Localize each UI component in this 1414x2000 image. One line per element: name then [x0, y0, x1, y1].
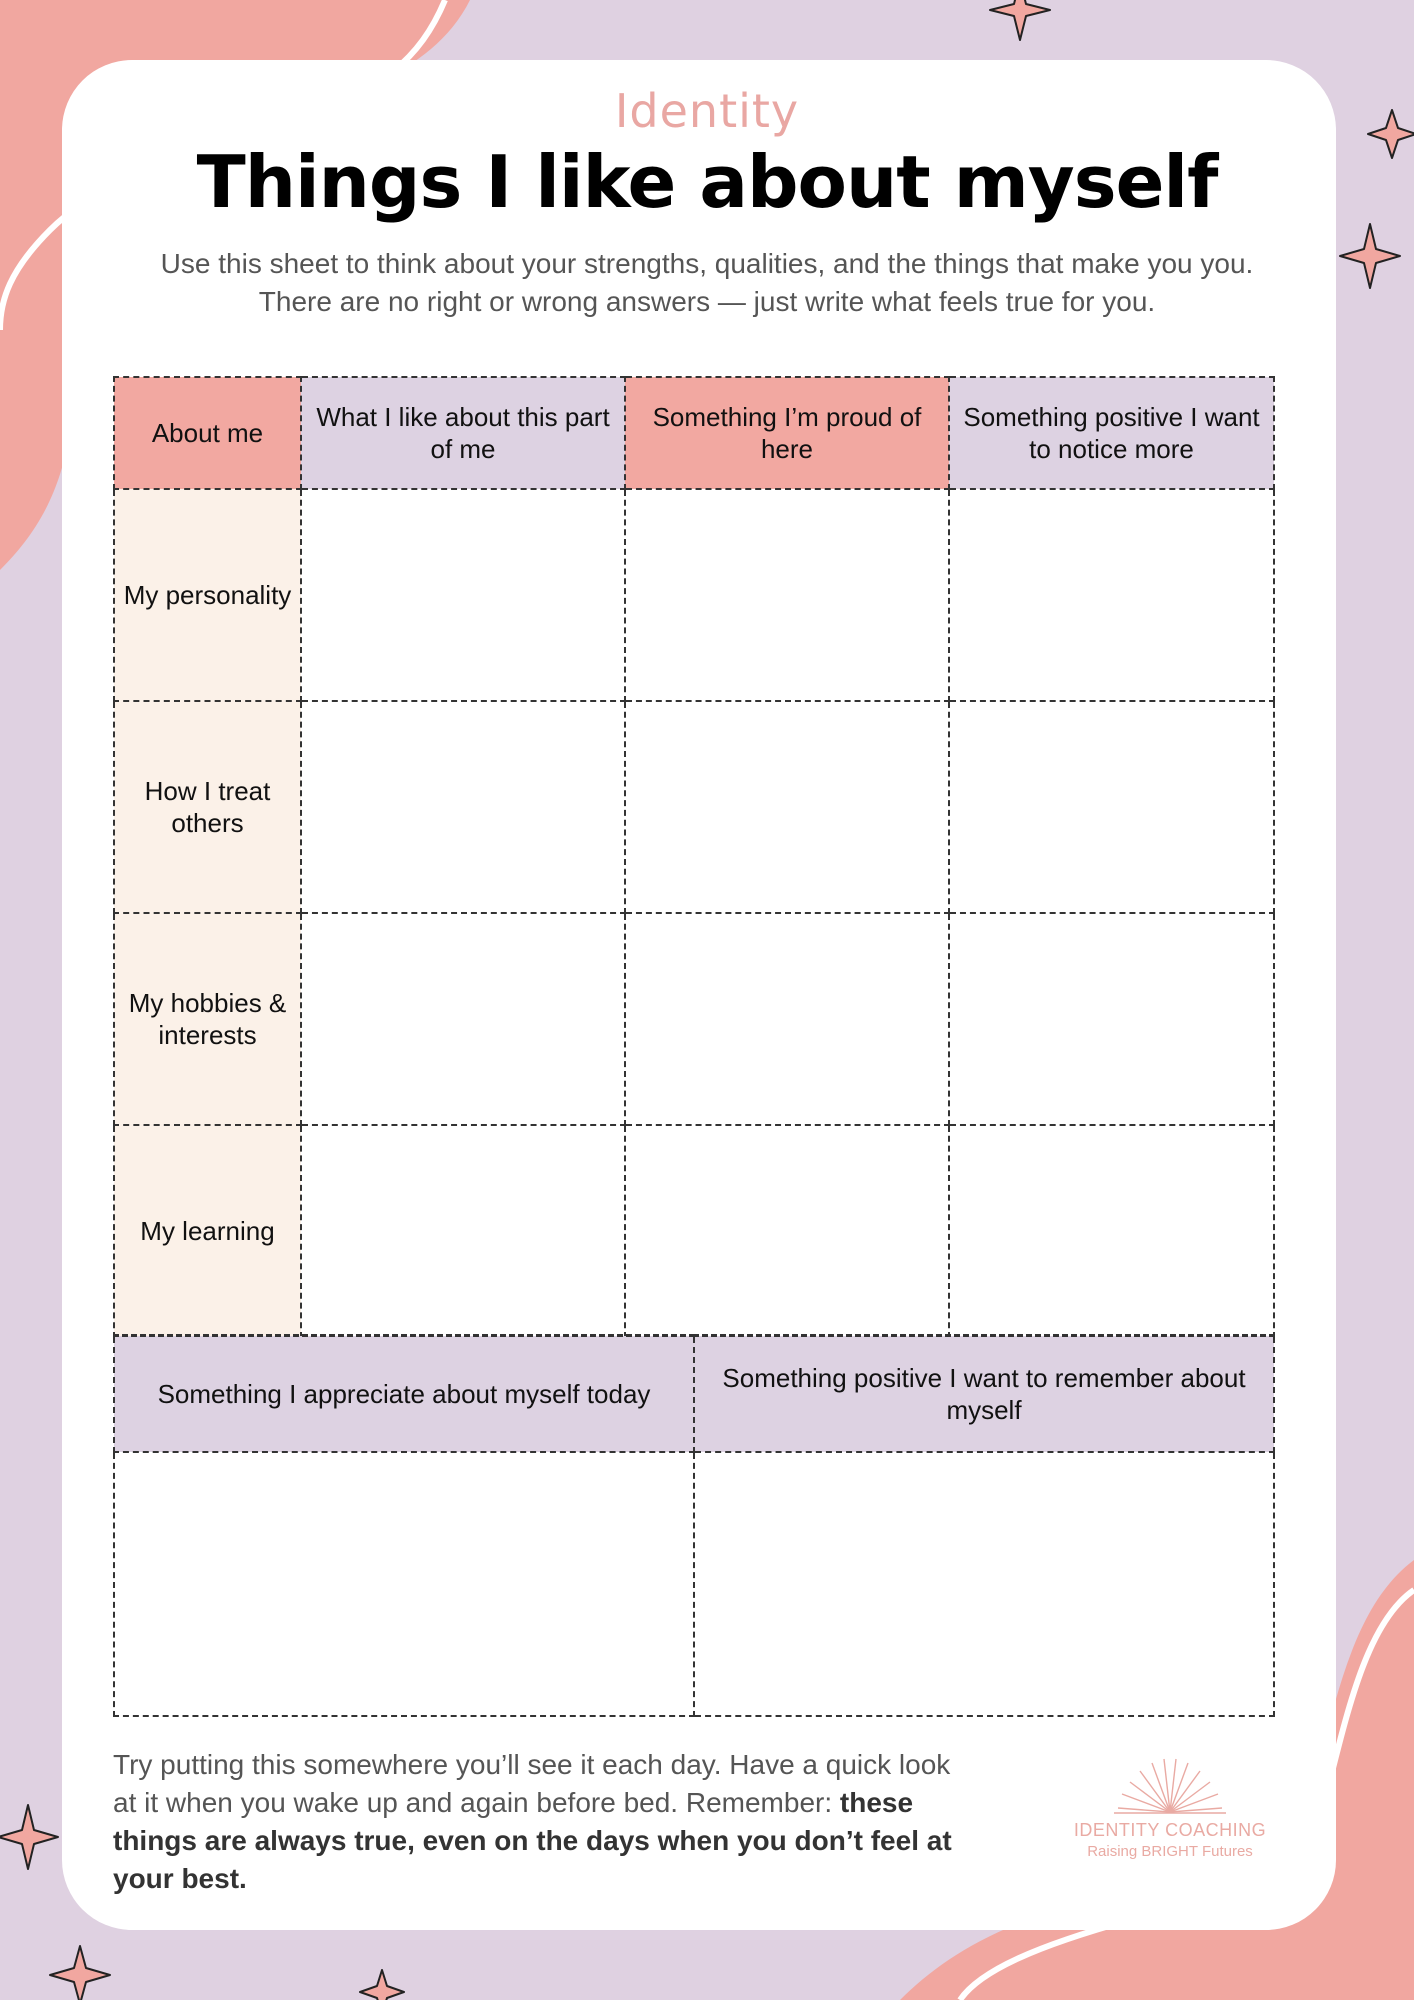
table-row — [114, 489, 1274, 701]
col-header-remember: Something positive I want to remember about myself — [694, 1336, 1274, 1453]
col-header-about-me: About me — [114, 377, 301, 489]
col-header-like: What I like about this part of me — [301, 377, 625, 489]
sunburst-icon — [1110, 1756, 1230, 1816]
row-label-treat-others: How I treat others — [114, 701, 301, 913]
write-in-cell[interactable] — [301, 1125, 625, 1337]
table-row — [114, 1125, 1274, 1337]
table-row — [114, 701, 1274, 913]
page-title: Things I like about myself — [196, 140, 1218, 224]
logo-tagline: Raising BRIGHT Futures — [1087, 1843, 1253, 1860]
write-in-cell[interactable] — [625, 701, 949, 913]
write-in-cell[interactable] — [949, 489, 1274, 701]
row-label-learning: My learning — [114, 1125, 301, 1337]
write-in-cell[interactable] — [625, 913, 949, 1125]
appreciation-header-row — [114, 1336, 1274, 1453]
write-in-cell[interactable] — [625, 489, 949, 701]
write-in-cell[interactable] — [301, 701, 625, 913]
brand-logo — [1070, 1756, 1270, 1860]
write-in-cell[interactable] — [949, 913, 1274, 1125]
write-in-cell[interactable] — [114, 1452, 694, 1716]
intro-text: Use this sheet to think about your strengths, qualities, and the things that make you you. There are no right or wrong answers — just write what feels true for you. — [160, 248, 1254, 317]
section-eyebrow: Identity — [614, 84, 800, 138]
col-header-appreciate: Something I appreciate about myself today — [114, 1336, 694, 1453]
write-in-cell[interactable] — [301, 913, 625, 1125]
table-row — [114, 913, 1274, 1125]
write-in-cell[interactable] — [694, 1452, 1274, 1716]
logo-name: IDENTITY COACHING — [1073, 1820, 1267, 1840]
footer-emphasis: these things are always true, even on the days when you don’t feel at your best. — [113, 1787, 952, 1894]
footer-text: Try putting this somewhere you’ll see it each day. Have a quick look at it when you wake up and again before bed. Remember: — [113, 1749, 951, 1818]
write-in-cell[interactable] — [625, 1125, 949, 1337]
write-in-cell[interactable] — [949, 1125, 1274, 1337]
reflection-grid — [113, 376, 1273, 1338]
appreciation-grid — [113, 1334, 1273, 1717]
write-in-cell[interactable] — [301, 489, 625, 701]
write-in-cell[interactable] — [949, 701, 1274, 913]
footer-note — [113, 1746, 953, 1898]
col-header-proud: Something I’m proud of here — [625, 377, 949, 489]
col-header-notice: Something positive I want to notice more — [949, 377, 1274, 489]
table-row — [114, 1452, 1274, 1716]
grid-header-row — [114, 377, 1274, 489]
row-label-hobbies: My hobbies & interests — [114, 913, 301, 1125]
row-label-personality: My personality — [114, 489, 301, 701]
